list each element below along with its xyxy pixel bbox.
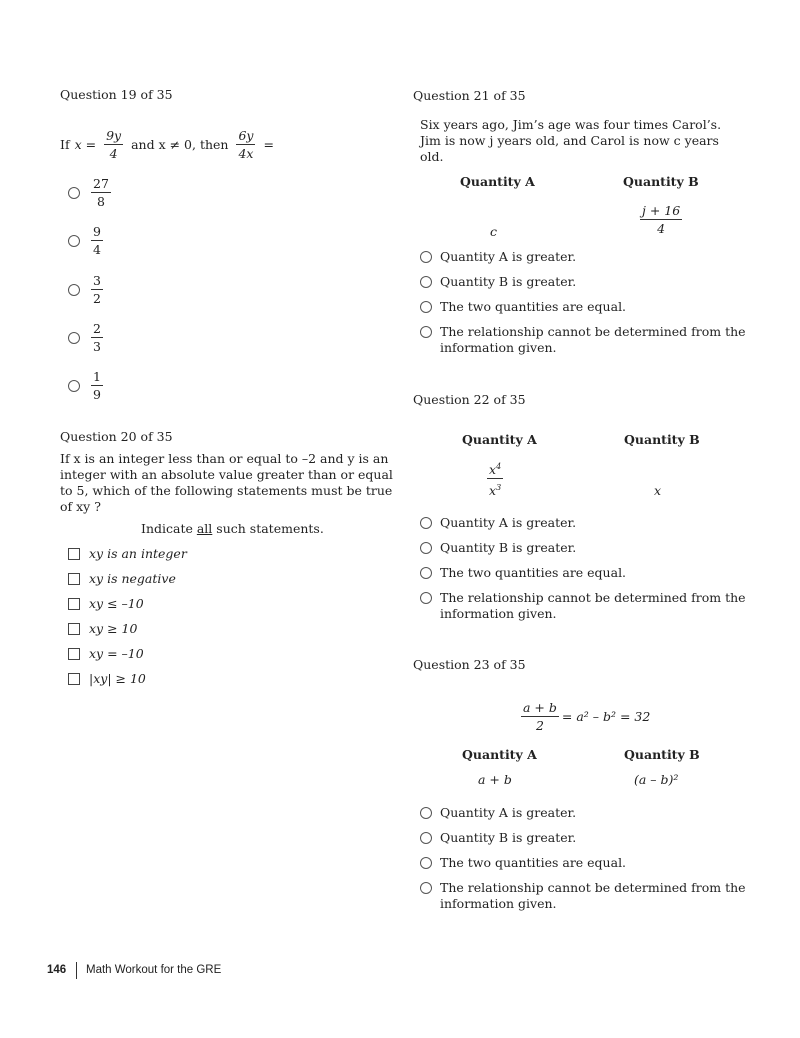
q21-quantity-b-value — [637, 203, 685, 236]
q20-stem-line: integer with an absolute value greater than or equal — [60, 467, 393, 482]
q20-stem-line: of xy ? — [60, 499, 101, 514]
denominator: 9 — [93, 387, 101, 402]
radio-button[interactable] — [68, 284, 80, 296]
q20-stem-line: to 5, which of the following statements must be true — [60, 483, 393, 498]
q23-quantity-b-label: Quantity B — [624, 747, 700, 762]
radio-button[interactable] — [420, 301, 432, 313]
radio-button[interactable] — [68, 187, 80, 199]
numerator: 27 — [93, 176, 109, 191]
option-label: xy is an integer — [89, 546, 187, 561]
q23-option-a[interactable] — [420, 805, 576, 821]
denominator: 4 — [109, 146, 118, 161]
radio-button[interactable] — [420, 542, 432, 554]
q23-option-b[interactable] — [420, 830, 576, 846]
option-label: |xy| ≥ 10 — [89, 671, 146, 686]
base: x — [489, 462, 497, 478]
numerator: a + b — [523, 700, 557, 715]
numerator: 2 — [93, 321, 101, 336]
q23-option-d[interactable] — [420, 880, 746, 896]
q21-quantity-a-value: c — [490, 224, 498, 239]
q19-option-c[interactable] — [68, 273, 106, 306]
option-label: The relationship cannot be determined from the — [440, 590, 746, 605]
option-label: xy ≤ –10 — [89, 596, 144, 611]
q21-quantity-a-label: Quantity A — [460, 174, 535, 189]
checkbox[interactable] — [68, 548, 80, 560]
denominator: 8 — [96, 194, 105, 209]
q23-equation — [518, 700, 650, 733]
q20-instruction — [141, 521, 324, 537]
checkbox[interactable] — [68, 573, 80, 585]
fraction — [487, 459, 503, 498]
q21-option-c[interactable] — [420, 299, 626, 315]
fraction — [521, 700, 559, 733]
q23-option-d-cont: information given. — [440, 896, 557, 911]
q22-quantity-b-label: Quantity B — [624, 432, 700, 447]
option-label: Quantity A is greater. — [440, 515, 577, 530]
option-label: Quantity B is greater. — [440, 274, 577, 289]
radio-button[interactable] — [420, 807, 432, 819]
q22-option-d-cont: information given. — [440, 606, 557, 621]
stem-text: = — [263, 136, 274, 152]
numerator: j + 16 — [642, 203, 681, 218]
q21-option-d-cont: information given. — [440, 340, 557, 355]
q21-option-a[interactable] — [420, 249, 576, 265]
radio-button[interactable] — [68, 380, 80, 392]
option-label: Quantity B is greater. — [440, 830, 577, 845]
option-label: xy = –10 — [89, 646, 144, 661]
q20-option-d[interactable] — [68, 621, 137, 637]
radio-button[interactable] — [420, 517, 432, 529]
option-label: Quantity B is greater. — [440, 540, 577, 555]
denominator: 3 — [93, 339, 101, 354]
q20-option-f[interactable] — [68, 671, 146, 687]
fraction — [104, 128, 123, 161]
equation-rest: = a² – b² = 32 — [561, 708, 651, 724]
q23-title: Question 23 of 35 — [413, 657, 526, 672]
numerator: 6y — [238, 128, 254, 143]
option-label: The two quantities are equal. — [440, 299, 627, 314]
stem-text: If — [60, 136, 70, 152]
option-label: The relationship cannot be determined from the — [440, 324, 746, 339]
q22-quantity-b-value: x — [654, 483, 662, 498]
option-label: xy is negative — [89, 571, 176, 586]
q22-quantity-a-value — [484, 459, 506, 498]
q23-quantity-a-value: a + b — [478, 772, 512, 787]
option-label: The two quantities are equal. — [440, 565, 627, 580]
denominator: 2 — [93, 291, 101, 306]
numerator: 3 — [93, 273, 101, 288]
instruction-text: Indicate — [141, 521, 193, 536]
option-label: The relationship cannot be determined from the — [440, 880, 746, 895]
option-label: xy ≥ 10 — [89, 621, 138, 636]
q22-option-c[interactable] — [420, 565, 626, 581]
radio-button[interactable] — [420, 276, 432, 288]
q23-quantity-b-value: (a – b)² — [634, 772, 679, 787]
q21-stem-line: Jim is now j years old, and Carol is now c years — [420, 133, 719, 148]
q23-quantity-a-label: Quantity A — [462, 747, 537, 762]
radio-button[interactable] — [420, 567, 432, 579]
checkbox[interactable] — [68, 673, 80, 685]
numerator: 9y — [106, 128, 122, 143]
exponent: 3 — [496, 483, 502, 493]
q22-option-a[interactable] — [420, 515, 576, 531]
fraction — [91, 321, 103, 354]
q19-title: Question 19 of 35 — [60, 87, 173, 102]
fraction — [91, 224, 103, 257]
denominator: 4 — [657, 221, 666, 236]
footer-divider — [76, 962, 77, 979]
numerator: 9 — [93, 224, 101, 239]
numerator — [487, 459, 503, 479]
denominator: 4 — [93, 242, 101, 257]
q19-option-e[interactable] — [68, 369, 106, 402]
q21-title: Question 21 of 35 — [413, 88, 526, 103]
q21-stem-line: old. — [420, 149, 444, 164]
fraction — [91, 176, 111, 209]
radio-button[interactable] — [420, 832, 432, 844]
radio-button[interactable] — [420, 251, 432, 263]
q22-option-b[interactable] — [420, 540, 576, 556]
radio-button[interactable] — [420, 326, 432, 338]
instruction-text: such statements. — [216, 521, 324, 536]
book-title: Math Workout for the GRE — [86, 964, 222, 976]
exponent: 4 — [496, 462, 502, 471]
fraction — [640, 203, 682, 236]
radio-button[interactable] — [420, 592, 432, 604]
page-number: 146 — [47, 964, 67, 976]
fraction — [236, 128, 255, 161]
q23-option-c[interactable] — [420, 855, 626, 871]
radio-button[interactable] — [68, 235, 80, 247]
q20-option-b[interactable] — [68, 571, 176, 587]
q20-stem-line: If x is an integer less than or equal to –2 and y is an — [60, 451, 389, 466]
q20-option-e[interactable] — [68, 646, 144, 662]
stem-text: and x ≠ 0, then — [131, 136, 229, 152]
denominator: 4x — [238, 146, 254, 161]
q21-stem-line: Six years ago, Jim’s age was four times Carol’s. — [420, 117, 722, 132]
stem-text: x = — [74, 136, 97, 152]
fraction — [91, 273, 103, 306]
q22-quantity-a-label: Quantity A — [462, 432, 537, 447]
radio-button[interactable] — [420, 882, 432, 894]
q20-title: Question 20 of 35 — [60, 429, 173, 444]
denominator: 2 — [535, 718, 544, 733]
q22-option-d[interactable] — [420, 590, 746, 606]
q21-quantity-b-label: Quantity B — [623, 174, 699, 189]
fraction — [91, 369, 103, 402]
q19-option-b[interactable] — [68, 224, 106, 257]
q19-stem — [60, 128, 274, 161]
option-label: Quantity A is greater. — [440, 805, 577, 820]
radio-button[interactable] — [68, 332, 80, 344]
q19-option-d[interactable] — [68, 321, 106, 354]
radio-button[interactable] — [420, 857, 432, 869]
q21-option-b[interactable] — [420, 274, 576, 290]
numerator: 1 — [93, 369, 101, 384]
instruction-emphasis: all — [196, 521, 213, 536]
q19-option-a[interactable] — [68, 176, 114, 209]
denominator — [489, 479, 501, 498]
checkbox[interactable] — [68, 598, 80, 610]
q20-option-c[interactable] — [68, 596, 144, 612]
option-label: The two quantities are equal. — [440, 855, 627, 870]
base: x — [489, 483, 497, 499]
q20-option-a[interactable] — [68, 546, 187, 562]
checkbox[interactable] — [68, 623, 80, 635]
q22-title: Question 22 of 35 — [413, 392, 526, 407]
checkbox[interactable] — [68, 648, 80, 660]
q21-option-d[interactable] — [420, 324, 746, 340]
option-label: Quantity A is greater. — [440, 249, 577, 264]
